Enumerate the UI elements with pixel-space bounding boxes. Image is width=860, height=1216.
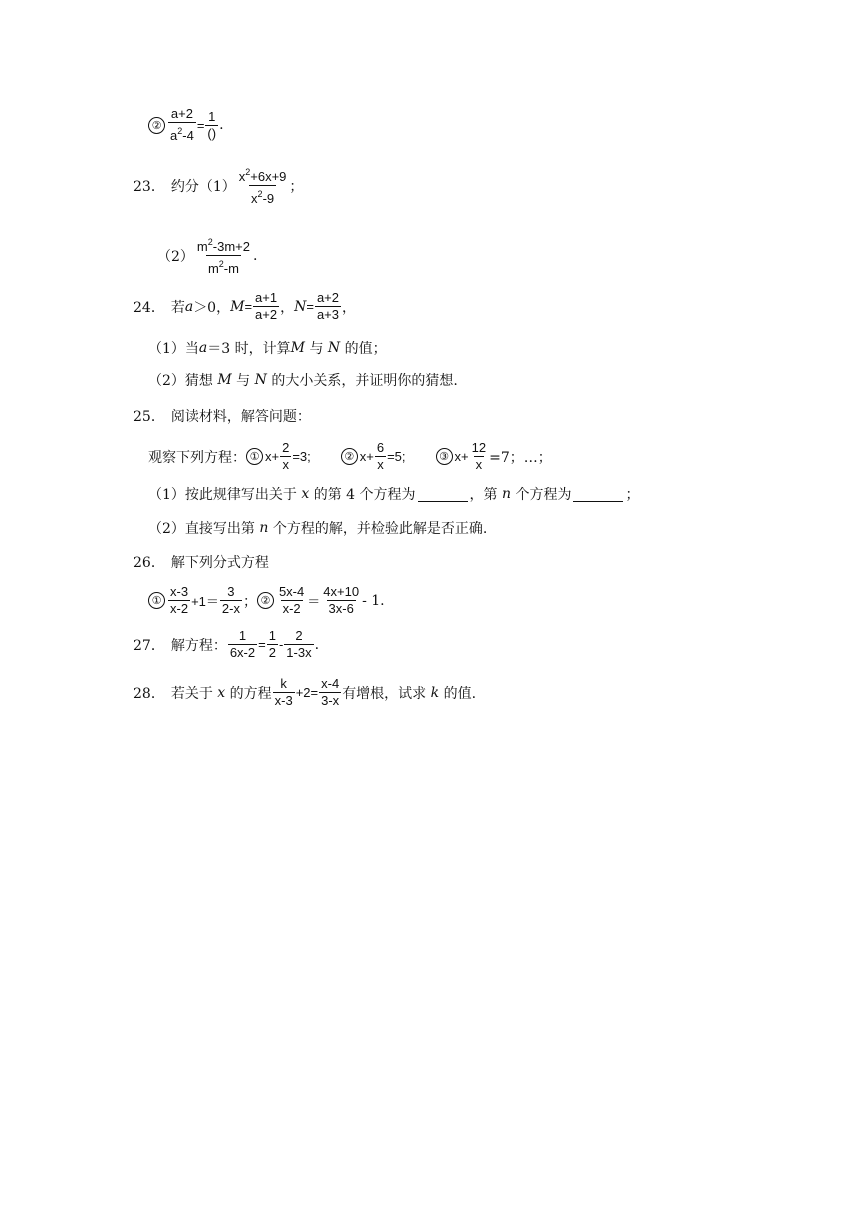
fraction: $\frac{1}{()}$ <box>207 108 217 141</box>
answer-blank[interactable] <box>418 487 468 502</box>
question-25-sub1: （1）按此规律写出关于 x 的第 4 个方程为 ，第 n 个方程为 ； <box>148 486 640 503</box>
fraction: $\frac{a+2}{a+3}$ <box>316 290 340 322</box>
fraction: $\frac{a+2}{a^2-4}$ <box>170 106 194 143</box>
fraction: $\frac{1}{6x-2}$ <box>229 628 256 660</box>
fraction: $\frac{2}{x}$ <box>282 440 290 472</box>
fraction: $\frac{4x+10}{3x-6}$ <box>323 584 360 616</box>
fraction: $\frac{3}{2-x}$ <box>221 584 240 616</box>
question-28: 28． 若关于 x 的方程 $\frac{k}{x-3}$ +2= $\frac{x-4}{3-x}$ 有增根，试求 k 的值. <box>133 676 477 708</box>
question-23-part2: （2） $\frac{m^2-3m+2}{m^2-m}$ . <box>157 234 257 277</box>
fraction: $\frac{12}{x}$ <box>471 440 487 472</box>
question-25-equations: 观察下列方程： ① x+ $\frac{2}{x}$ =3; ② x+ $\frac{6}{x}$ =5; ③ x+ $\frac{12}{x}$ =7；…； <box>148 440 552 472</box>
question-26-equations: ① $\frac{x-3}{x-2}$ +1＝ $\frac{3}{2-x}$ ； ② $\frac{5x-4}{x-2}$ ＝ $\frac{4x+10}{3x-6}$ - 1. <box>148 584 385 617</box>
fraction: $\frac{m^2-3m+2}{m^2-m}$ <box>196 237 250 276</box>
question-24-sub2: （2）猜想 M 与 N 的大小关系，并证明你的猜想. <box>148 372 458 389</box>
fraction: $\frac{a+1}{a+2}$ <box>255 290 278 322</box>
question-23: 23． 约分（1） $\frac{x^2+6x+9}{x^2-9}$ ； <box>133 164 303 207</box>
question-25-sub2: （2）直接写出第 n 个方程的解，并检验此解是否正确. <box>148 520 488 537</box>
question-25: 25． 阅读材料，解答问题： <box>133 409 311 425</box>
question-26: 26． 解下列分式方程 <box>133 555 269 571</box>
fraction: $\frac{2}{1-3x}$ <box>286 628 312 660</box>
fraction: $\frac{5x-4}{x-2}$ <box>278 584 305 616</box>
circle-number: ② <box>148 117 165 134</box>
fraction: $\frac{6}{x}$ <box>376 440 385 472</box>
question-24-sub1: （1）当 a ＝3 时，计算 M 与 N 的值； <box>148 340 387 357</box>
fraction: $\frac{x-4}{3-x}$ <box>321 676 340 708</box>
q22-part2: ② $\frac{a+2}{a^2-4}$ = $\frac{1}{()}$ . <box>148 106 224 144</box>
question-24: 24． 若 a ＞0， M = $\frac{a+1}{a+2}$ ， N = $\frac{a+2}{a+3}$ ， <box>133 290 357 322</box>
fraction: $\frac{k}{x-3}$ <box>274 676 293 708</box>
fraction: $\frac{x^2+6x+9}{x^2-9}$ <box>238 167 287 206</box>
question-27: 27． 解方程： $\frac{1}{6x-2}$ = $\frac{1}{2}$ - $\frac{2}{1-3x}$ . <box>133 628 320 660</box>
fraction: $\frac{1}{2}$ <box>268 628 276 660</box>
answer-blank[interactable] <box>573 487 623 502</box>
fraction: $\frac{x-3}{x-2}$ <box>170 584 189 616</box>
